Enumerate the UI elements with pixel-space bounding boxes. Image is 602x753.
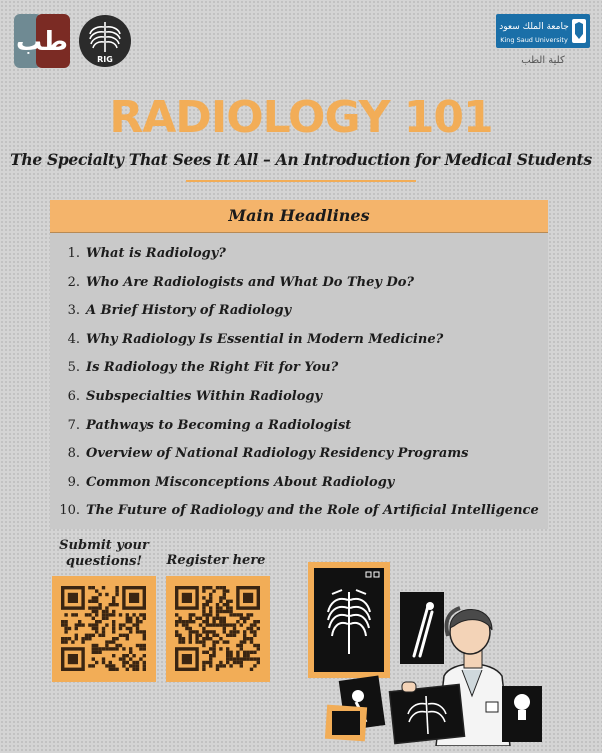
item-text: Pathways to Becoming a Radiologist	[86, 417, 352, 433]
xray-lightbox	[308, 562, 390, 678]
item-number: 10.	[59, 503, 80, 519]
item-number: 8.	[67, 446, 80, 462]
item-text: The Future of Radiology and the Role of Artificial Intelligence	[86, 503, 539, 519]
questions-qr-code[interactable]	[52, 576, 156, 682]
item-text: Overview of National Radiology Residency Programs	[86, 446, 469, 462]
item-text: Is Radiology the Right Fit for You?	[86, 360, 339, 376]
arm-xray	[400, 592, 444, 664]
item-number: 7.	[67, 417, 80, 433]
item-text: Why Radiology Is Essential in Modern Medicine?	[86, 331, 444, 347]
list-item	[50, 297, 548, 326]
item-number: 9.	[67, 474, 80, 490]
list-item	[50, 354, 548, 383]
radiologist-illustration	[296, 556, 552, 746]
list-item	[50, 383, 548, 412]
list-item	[50, 326, 548, 355]
ksu-logo	[496, 14, 590, 68]
item-text: Common Misconceptions About Radiology	[86, 474, 395, 490]
register-label: Register here	[166, 553, 266, 568]
ksu-english-name: King Saud University	[500, 36, 568, 44]
item-number: 4.	[67, 331, 80, 347]
list-item	[50, 440, 548, 469]
headlines-list	[50, 240, 548, 526]
list-item	[50, 469, 548, 498]
rig-logo	[78, 14, 132, 68]
headlines-heading: Main Headlines	[50, 200, 548, 233]
item-text: A Brief History of Radiology	[86, 303, 292, 319]
rig-logo-text: RIG	[97, 55, 113, 64]
item-text: Who Are Radiologists and What Do They Do?	[86, 274, 415, 290]
page-title: RADIOLOGY 101	[109, 92, 493, 143]
register-qr-code[interactable]	[166, 576, 270, 682]
item-text: Subspecialties Within Radiology	[86, 388, 323, 404]
page-subtitle: The Specialty That Sees It All – An Introduction for Medical Students	[10, 150, 592, 169]
item-text: What is Radiology?	[86, 246, 226, 261]
submit-questions-label: Submit your questions!	[59, 538, 149, 569]
list-item	[50, 269, 548, 298]
ksu-college-name: كلية الطب	[521, 55, 565, 66]
desk-xrays	[325, 675, 542, 743]
item-number: 2.	[67, 274, 80, 290]
item-number: 5.	[67, 360, 80, 376]
title-divider	[186, 180, 416, 182]
tibb-logo-glyph: طب	[15, 27, 69, 57]
list-item	[50, 412, 548, 441]
item-number: 3.	[67, 303, 80, 319]
item-number: 1.	[67, 246, 80, 261]
tibb-logo	[14, 14, 70, 68]
ksu-arabic-name: جامعة الملك سعود	[499, 22, 569, 32]
item-number: 6.	[67, 388, 80, 404]
list-item	[50, 497, 548, 526]
headlines-panel	[50, 200, 548, 529]
list-item	[50, 240, 548, 269]
